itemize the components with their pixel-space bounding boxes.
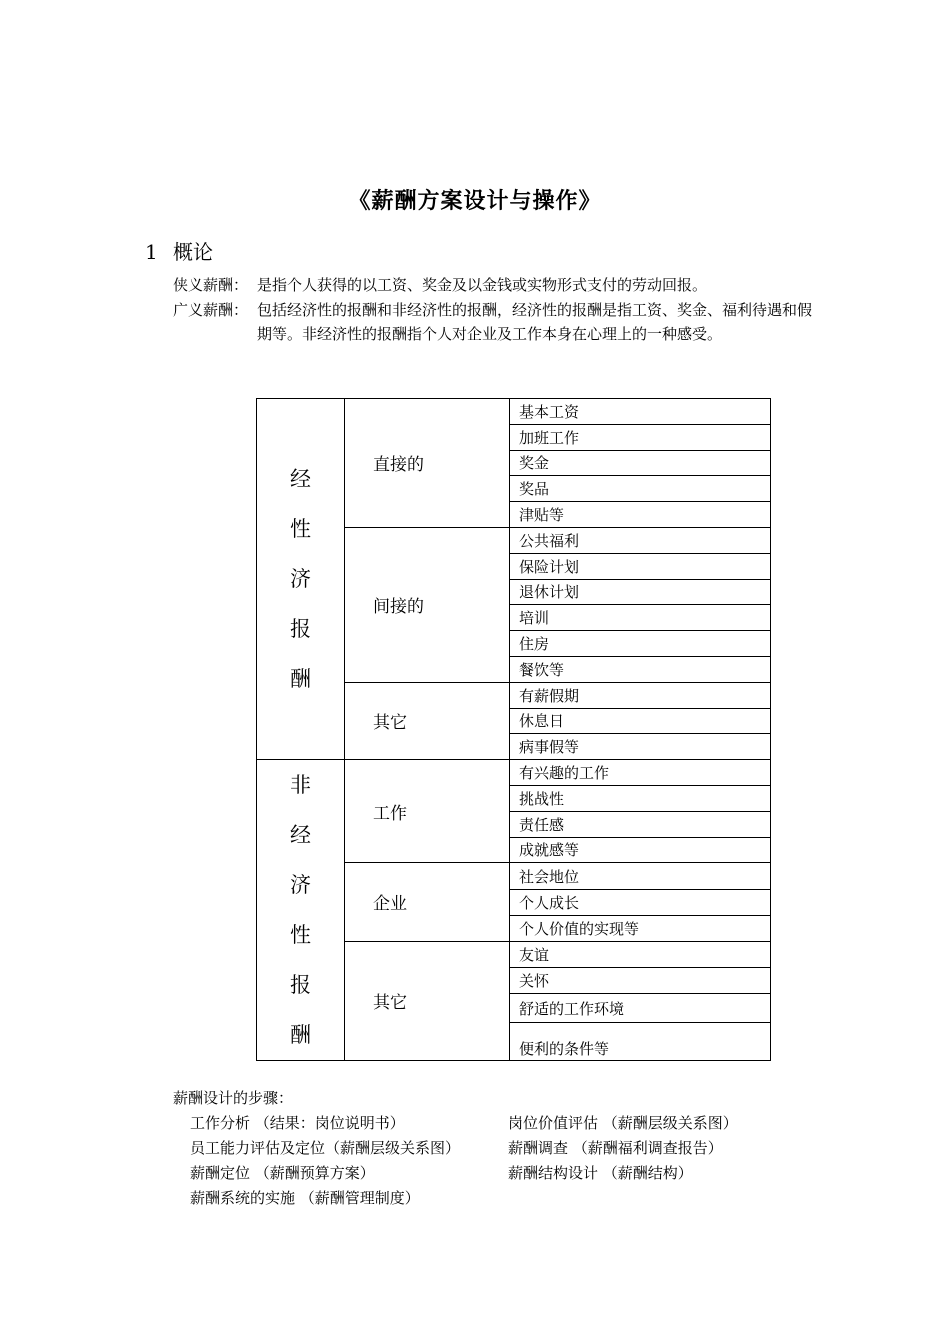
definition-text: 包括经济性的报酬和非经济性的报酬，经济性的报酬是指工资、奖金、福利待遇和假期等。非经济性的报酬指个人对企业及工作本身在心理上的一种感受。 [257,301,813,343]
table-cell-item: 住房 [510,631,771,657]
step-item: 薪酬结构设计 （薪酬结构） [508,1164,693,1182]
table-cell-item: 加班工作 [510,424,771,450]
category-char: 报 [290,973,311,998]
table-cell-item: 培训 [510,605,771,631]
category-char: 报 [290,617,311,642]
table-cell-item: 成就感等 [510,837,771,863]
table-cell-item: 基本工资 [510,399,771,425]
table-cell-item: 餐饮等 [510,656,771,682]
section-title: 概论 [173,240,213,264]
compensation-table [256,398,771,1061]
category-char: 性 [290,517,311,542]
section-number: 1 [145,240,158,264]
table-cell-item: 关怀 [510,968,771,994]
table-cell-item: 保险计划 [510,553,771,579]
table-cell-item: 病事假等 [510,734,771,760]
table-cell-item: 奖金 [510,450,771,476]
category-economic [257,399,345,760]
category-char: 酬 [290,667,311,692]
step-item: 工作分析 （结果：岗位说明书） [190,1114,405,1132]
subcategory-indirect: 间接的 [345,527,510,682]
table-cell-item: 友谊 [510,941,771,968]
subcategory-other: 其它 [345,682,510,759]
category-char: 非 [290,773,311,798]
step-item: 薪酬调查 （薪酬福利调查报告） [508,1139,723,1157]
table-cell-item: 个人成长 [510,890,771,916]
table-cell-item: 个人价值的实现等 [510,915,771,941]
step-item: 岗位价值评估 （薪酬层级关系图） [508,1114,738,1132]
table-cell-item: 休息日 [510,708,771,734]
table-cell-item: 公共福利 [510,527,771,553]
table-cell-item: 津贴等 [510,502,771,528]
definition-narrow [173,273,813,297]
category-char: 济 [290,873,311,898]
table-cell-item: 有薪假期 [510,682,771,708]
category-char: 经 [290,467,311,492]
section-heading [145,236,213,265]
step-item: 员工能力评估及定位（薪酬层级关系图） [190,1139,461,1157]
subcategory-other: 其它 [345,941,510,1061]
table-cell-item: 挑战性 [510,785,771,811]
definition-term: 侠义薪酬： [173,276,249,294]
subcategory-direct: 直接的 [345,399,510,528]
table-cell-item: 退休计划 [510,579,771,605]
subcategory-enterprise: 企业 [345,863,510,941]
definition-broad [173,298,813,346]
category-char: 经 [290,823,311,848]
table-cell-item: 便利的条件等 [510,1023,771,1061]
category-char: 性 [290,923,311,948]
step-item: 薪酬系统的实施 （薪酬管理制度） [190,1189,420,1207]
subcategory-work: 工作 [345,760,510,863]
table-cell-item: 责任感 [510,811,771,837]
table-cell-item: 有兴趣的工作 [510,760,771,786]
category-non-economic [257,760,345,1061]
definition-term: 广义薪酬： [173,301,249,319]
definition-text: 是指个人获得的以工资、奖金及以金钱或实物形式支付的劳动回报。 [257,276,708,294]
category-char: 济 [290,567,311,592]
table-cell-item: 舒适的工作环境 [510,994,771,1023]
step-item: 薪酬定位 （薪酬预算方案） [190,1164,375,1182]
document-title: 《薪酬方案设计与操作》 [348,188,602,214]
category-char: 酬 [290,1023,311,1048]
table-cell-item: 奖品 [510,476,771,502]
table-cell-item: 社会地位 [510,863,771,890]
steps-heading: 薪酬设计的步骤： [173,1089,294,1107]
